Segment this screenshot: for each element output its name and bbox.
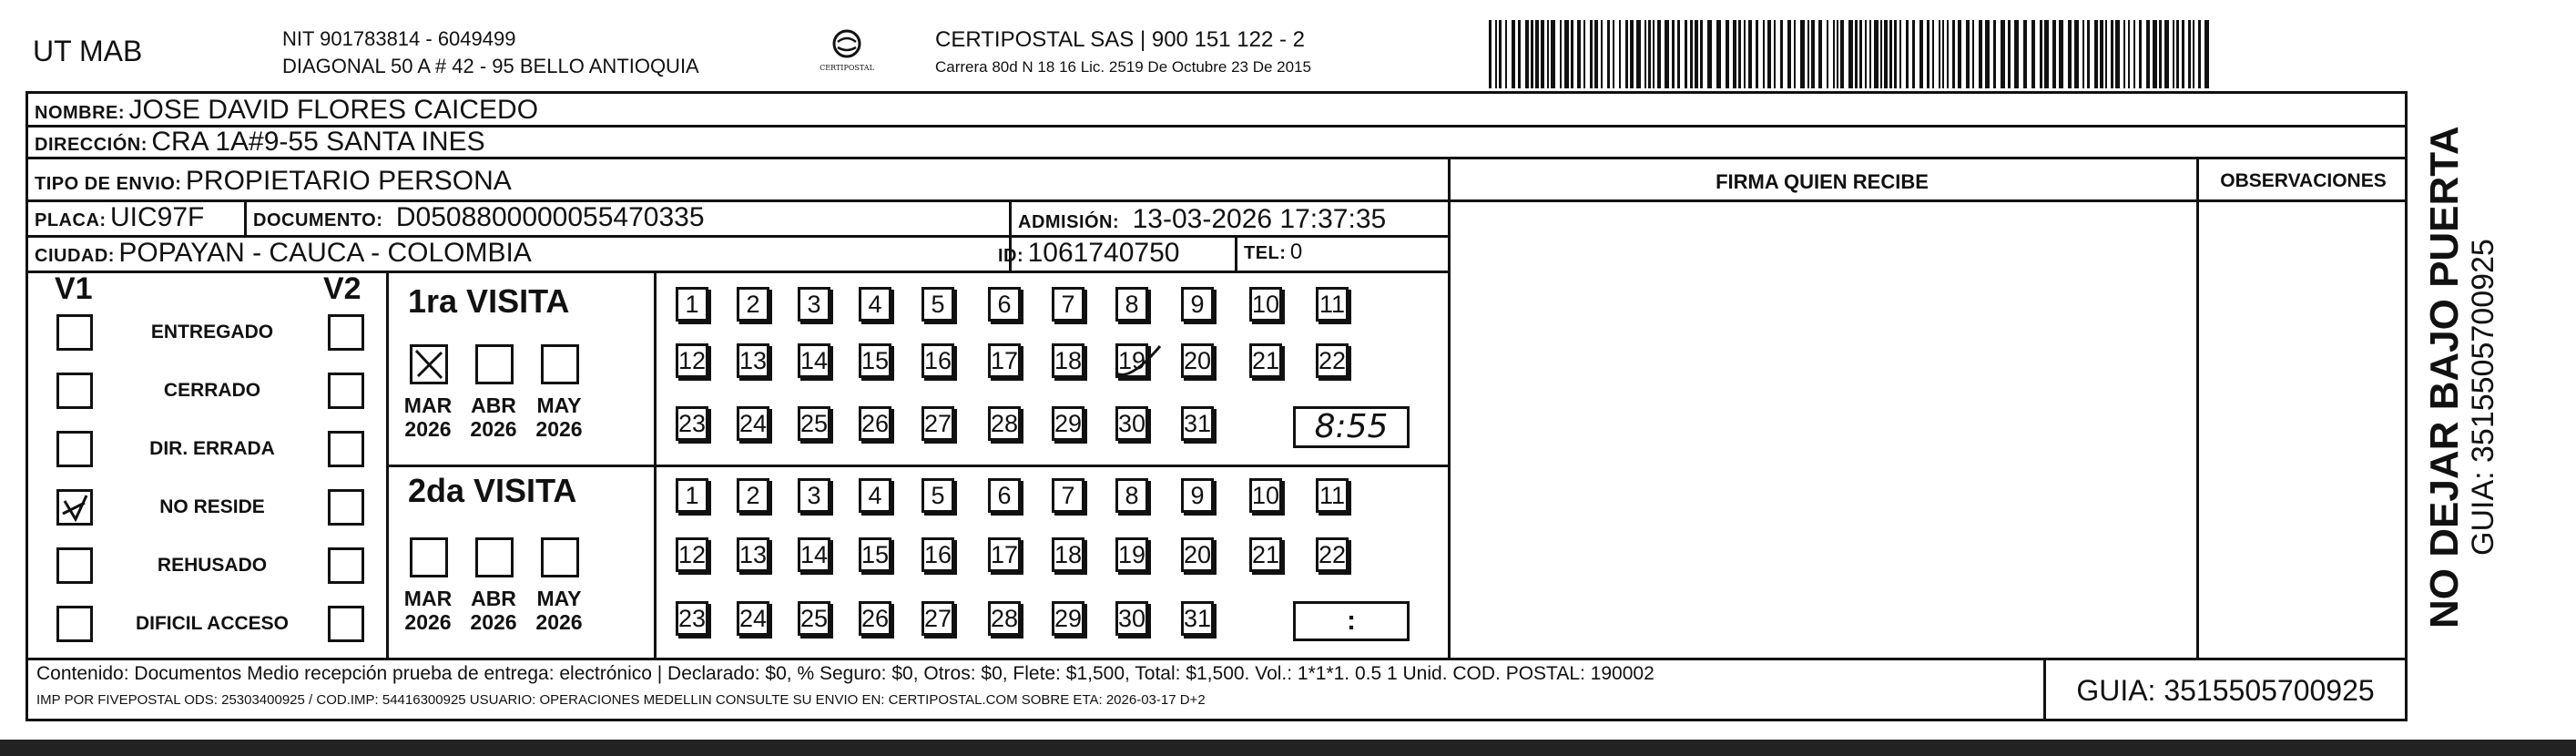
nombre-label: NOMBRE:: [35, 103, 126, 123]
col-divider: [1235, 238, 1237, 271]
v2-checkbox[interactable]: [328, 314, 364, 351]
barcode-bar: [1541, 20, 1544, 88]
company-name: UT MAB: [33, 35, 143, 67]
day-box[interactable]: 26: [859, 601, 891, 636]
barcode-bar: [1855, 20, 1858, 88]
barcode-bar: [2133, 20, 2135, 88]
day-box[interactable]: 17: [988, 537, 1021, 572]
visit-month-label: [466, 393, 521, 441]
barcode-bar: [1564, 20, 1569, 88]
barcode-bar: [1800, 20, 1805, 88]
day-box[interactable]: 14: [798, 537, 830, 572]
day-box[interactable]: 2: [737, 287, 769, 322]
day-box[interactable]: 27: [921, 406, 954, 441]
barcode-bar: [1636, 20, 1641, 88]
day-box[interactable]: 1: [676, 478, 708, 513]
status-reason-label: CERRADO: [163, 380, 261, 401]
x-mark-icon: [412, 347, 445, 382]
barcode-bar: [1767, 20, 1771, 88]
barcode-bar: [1884, 20, 1888, 88]
direccion-row: [35, 127, 485, 158]
barcode: [1489, 20, 2217, 88]
day-box[interactable]: 12: [676, 537, 708, 572]
barcode-bar: [2094, 20, 2098, 88]
barcode-bar: [1607, 20, 1610, 88]
month-name: ABR: [471, 393, 516, 417]
logo-text: CERTIPOSTAL: [820, 64, 874, 72]
barcode-bar: [1695, 20, 1698, 88]
barcode-bar: [1774, 20, 1776, 88]
day-box[interactable]: 11: [1316, 478, 1349, 513]
status-reason-label: NO RESIDE: [159, 496, 265, 517]
day-box[interactable]: 3: [798, 478, 830, 513]
day-box[interactable]: 19: [1115, 343, 1148, 378]
v2-checkbox[interactable]: [328, 373, 364, 409]
barcode-bar: [1787, 20, 1791, 88]
barcode-bar: [1495, 20, 1497, 88]
status-reason-label: DIFICIL ACCESO: [135, 613, 289, 634]
month-year: 2026: [404, 610, 452, 634]
barcode-bar: [1733, 20, 1736, 88]
visit-month-label: [401, 587, 455, 634]
day-box[interactable]: 23: [676, 406, 708, 441]
barcode-bar: [1571, 20, 1573, 88]
barcode-bar: [2074, 20, 2079, 88]
status-reason-label: REHUSADO: [157, 555, 268, 576]
visit-1-time-box[interactable]: [1293, 406, 1410, 448]
barcode-bar: [1525, 20, 1529, 88]
barcode-bar: [1625, 20, 1628, 88]
barcode-bar: [1811, 20, 1815, 88]
barcode-bar: [2115, 20, 2120, 88]
barcode-bar: [1613, 20, 1614, 88]
tel-label: TEL:: [1244, 243, 1287, 263]
v1-checkbox[interactable]: [56, 547, 93, 584]
barcode-bar: [1947, 20, 1949, 88]
barcode-bar: [1512, 20, 1515, 88]
admision-label: ADMISIÓN:: [1018, 212, 1120, 232]
documento-cell: [253, 202, 705, 233]
v2-checkbox[interactable]: [328, 489, 364, 526]
day-box[interactable]: 3: [798, 287, 830, 322]
barcode-bar: [2188, 20, 2191, 88]
day-box[interactable]: 31: [1181, 601, 1214, 636]
day-box[interactable]: 31: [1181, 406, 1214, 441]
direccion-label: DIRECCIÓN:: [35, 135, 148, 155]
barcode-bar: [2052, 20, 2056, 88]
day-box[interactable]: 13: [737, 343, 769, 378]
day-box[interactable]: 16: [921, 343, 954, 378]
firma-left-border: [1448, 157, 1451, 658]
barcode-bar: [2123, 20, 2125, 88]
v2-label: V2: [323, 271, 361, 306]
row-divider: [25, 271, 1451, 273]
barcode-bar: [1942, 20, 1944, 88]
barcode-bar: [1677, 20, 1680, 88]
barcode-bar: [1869, 20, 1871, 88]
barcode-bar: [1748, 20, 1752, 88]
barcode-bar: [2193, 20, 2194, 88]
barcode-bar: [1763, 20, 1765, 88]
day-box[interactable]: 20: [1181, 537, 1214, 572]
placa-value: UIC97F: [110, 202, 205, 232]
day-box[interactable]: 23: [676, 601, 708, 636]
barcode-bar: [1707, 20, 1712, 88]
barcode-bar: [1594, 20, 1598, 88]
barcode-bar: [1518, 20, 1521, 88]
barcode-bar: [1657, 20, 1661, 88]
barcode-bar: [2059, 20, 2063, 88]
visit-month-label: [466, 587, 521, 634]
certipostal-title: CERTIPOSTAL SAS | 900 151 122 - 2: [935, 27, 1305, 52]
day-box[interactable]: 27: [921, 601, 954, 636]
barcode-bar: [1716, 20, 1721, 88]
barcode-bar: [1874, 20, 1879, 88]
barcode-bar: [2100, 20, 2103, 88]
barcode-bar: [1644, 20, 1646, 88]
barcode-bar: [1583, 20, 1585, 88]
day-box[interactable]: 7: [1052, 287, 1084, 322]
v2-checkbox[interactable]: [328, 547, 364, 584]
barcode-bar: [1726, 20, 1729, 88]
day-box[interactable]: 4: [859, 287, 891, 322]
visit-2-time: :: [1347, 606, 1356, 636]
barcode-bar: [2139, 20, 2142, 88]
day-box[interactable]: 2: [737, 478, 769, 513]
barcode-bar: [1807, 20, 1809, 88]
visit-1-time: 8:55: [1314, 408, 1389, 445]
barcode-bar: [2164, 20, 2169, 88]
barcode-bar: [1880, 20, 1882, 88]
barcode-bar: [1744, 20, 1746, 88]
placa-cell: [35, 202, 204, 233]
barcode-bar: [1859, 20, 1862, 88]
barcode-bar: [1619, 20, 1621, 88]
barcode-bar: [2173, 20, 2174, 88]
barcode-bar: [1966, 20, 1970, 88]
visit-2-time-box[interactable]: [1293, 601, 1410, 641]
barcode-bar: [1756, 20, 1758, 88]
barcode-bar: [1848, 20, 1853, 88]
month-name: MAY: [536, 587, 582, 610]
v1-checkbox[interactable]: [56, 314, 93, 351]
barcode-bar: [1958, 20, 1961, 88]
visit-month-label: [401, 393, 455, 441]
day-box[interactable]: 6: [988, 287, 1021, 322]
day-box[interactable]: 1: [676, 287, 708, 322]
barcode-bar: [2204, 20, 2209, 88]
day-box[interactable]: 12: [676, 343, 708, 378]
barcode-bar: [1979, 20, 1982, 88]
barcode-bar: [2182, 20, 2184, 88]
day-box[interactable]: 24: [737, 406, 769, 441]
day-box[interactable]: 10: [1249, 287, 1282, 322]
barcode-bar: [2176, 20, 2179, 88]
day-box[interactable]: 25: [798, 601, 830, 636]
barcode-bar: [1912, 20, 1915, 88]
barcode-bar: [1927, 20, 1929, 88]
barcode-bar: [1818, 20, 1822, 88]
footer-guia: GUIA: 3515505700925: [2076, 674, 2375, 707]
footer-imp: IMP POR FIVEPOSTAL ODS: 25303400925 / COD.IMP: 54416300925 USUARIO: OPERACIONES MEDELLIN CONSULTE SU ENVIO EN: CERTIPOSTAL.COM SOBRE ETA: 2026-03-17 D+2: [36, 692, 1206, 708]
barcode-bar: [2082, 20, 2084, 88]
barcode-bar: [1551, 20, 1555, 88]
id-value: 1061740750: [1027, 238, 1180, 268]
barcode-bar: [1560, 20, 1562, 88]
barcode-bar: [1653, 20, 1655, 88]
day-box[interactable]: 9: [1181, 287, 1214, 322]
barcode-bar: [1601, 20, 1603, 88]
barcode-bar: [1932, 20, 1934, 88]
company-address: DIAGONAL 50 A # 42 - 95 BELLO ANTIOQUIA: [282, 55, 699, 77]
v1-checkbox[interactable]: [56, 606, 93, 642]
barcode-bar: [2008, 20, 2011, 88]
day-box[interactable]: 9: [1181, 478, 1214, 513]
day-box[interactable]: 15: [859, 343, 891, 378]
barcode-bar: [2023, 20, 2027, 88]
barcode-bar: [2111, 20, 2113, 88]
row-divider: [25, 199, 1451, 202]
barcode-bar: [1505, 20, 1507, 88]
certipostal-license: Carrera 80d N 18 16 Lic. 2519 De Octubre 23 De 2015: [935, 58, 1311, 76]
barcode-bar: [1919, 20, 1923, 88]
barcode-bar: [2087, 20, 2090, 88]
month-name: MAR: [403, 587, 453, 610]
direccion-value: CRA 1A#9-55 SANTA INES: [151, 127, 485, 157]
documento-value: D0508800000055470335: [395, 202, 705, 232]
visit-month-label: [532, 587, 586, 634]
barcode-bar: [1865, 20, 1867, 88]
day-box[interactable]: 6: [988, 478, 1021, 513]
barcode-bar: [1833, 20, 1835, 88]
day-box[interactable]: 19: [1115, 537, 1148, 572]
month-year: 2026: [404, 417, 452, 441]
barcode-bar: [2198, 20, 2201, 88]
barcode-bar: [1738, 20, 1741, 88]
day-box[interactable]: 10: [1249, 478, 1282, 513]
barcode-bar: [1780, 20, 1783, 88]
ciudad-cell: [35, 238, 532, 269]
id-label: ID:: [998, 246, 1024, 266]
barcode-bar: [2001, 20, 2005, 88]
scan-edge: [0, 740, 2576, 756]
barcode-bar: [2040, 20, 2042, 88]
barcode-bar: [1939, 20, 1940, 88]
barcode-bar: [1535, 20, 1539, 88]
visit-month-checkbox[interactable]: [541, 344, 579, 384]
day-box[interactable]: 30: [1115, 406, 1148, 441]
admision-value: 13-03-2026 17:37:35: [1132, 204, 1387, 234]
month-year: 2026: [535, 610, 583, 634]
day-box[interactable]: 17: [988, 343, 1021, 378]
day-box[interactable]: 13: [737, 537, 769, 572]
tipo-value: PROPIETARIO PERSONA: [185, 166, 512, 196]
visit-month-label: [532, 393, 586, 441]
barcode-bar: [1630, 20, 1634, 88]
day-box[interactable]: 8: [1115, 478, 1148, 513]
barcode-bar: [1906, 20, 1909, 88]
day-box[interactable]: 29: [1052, 601, 1084, 636]
side-no-dejar: NO DEJAR BAJO PUERTA: [2422, 126, 2467, 628]
barcode-bar: [1840, 20, 1844, 88]
barcode-bar: [1985, 20, 1990, 88]
day-box[interactable]: 29: [1052, 406, 1084, 441]
month-year: 2026: [535, 417, 583, 441]
visit-row-divider: [386, 465, 1451, 467]
day-box[interactable]: 11: [1316, 287, 1349, 322]
barcode-bar: [2031, 20, 2035, 88]
day-box[interactable]: 5: [921, 478, 954, 513]
day-box[interactable]: 20: [1181, 343, 1214, 378]
tel-value: 0: [1289, 240, 1303, 264]
certipostal-logo: [815, 26, 879, 80]
nombre-row: [35, 95, 538, 126]
right-header-divider: [1448, 199, 2408, 202]
barcode-bar: [2014, 20, 2019, 88]
placa-label: PLACA:: [35, 210, 107, 230]
tipo-row: [35, 166, 512, 197]
v2-checkbox[interactable]: [328, 431, 364, 467]
visit-2-title: 2da VISITA: [408, 472, 577, 509]
month-name: MAR: [403, 393, 453, 417]
day-box[interactable]: 21: [1249, 537, 1282, 572]
v2-checkbox[interactable]: [328, 606, 364, 642]
month-name: MAY: [536, 393, 582, 417]
day-box[interactable]: 8: [1115, 287, 1148, 322]
barcode-bar: [1794, 20, 1796, 88]
ciudad-label: CIUDAD:: [35, 246, 115, 266]
barcode-bar: [2044, 20, 2049, 88]
barcode-bar: [1899, 20, 1901, 88]
day-box[interactable]: 5: [921, 287, 954, 322]
day-box[interactable]: 7: [1052, 478, 1084, 513]
barcode-bar: [1648, 20, 1651, 88]
admision-cell: [1018, 204, 1386, 235]
barcode-bar: [1889, 20, 1892, 88]
visit-month-checkbox[interactable]: [475, 537, 514, 577]
barcode-bar: [1993, 20, 1996, 88]
barcode-bar: [2146, 20, 2150, 88]
visit-month-checkbox[interactable]: [410, 344, 448, 384]
day-box[interactable]: 28: [988, 406, 1021, 441]
barcode-bar: [2128, 20, 2130, 88]
barcode-bar: [1690, 20, 1693, 88]
day-box[interactable]: 14: [798, 343, 830, 378]
barcode-bar: [1685, 20, 1687, 88]
tipo-label: TIPO DE ENVIO:: [35, 174, 182, 194]
day-box[interactable]: 30: [1115, 601, 1148, 636]
day-box[interactable]: 22: [1316, 537, 1349, 572]
visit-month-checkbox[interactable]: [475, 344, 514, 384]
visit-month-checkbox[interactable]: [410, 537, 448, 577]
col-divider: [244, 202, 247, 235]
id-cell: [998, 238, 1179, 269]
barcode-bar: [1837, 20, 1838, 88]
day-box[interactable]: 21: [1249, 343, 1282, 378]
side-guia: GUIA: 3515505700925: [2466, 239, 2500, 556]
strike-mark-icon: [1113, 341, 1167, 386]
status-reason-label: ENTREGADO: [150, 322, 274, 342]
barcode-bar: [1700, 20, 1703, 88]
barcode-bar: [1590, 20, 1593, 88]
nombre-value: JOSE DAVID FLORES CAICEDO: [128, 95, 539, 125]
visit-month-checkbox[interactable]: [541, 537, 579, 577]
day-box[interactable]: 24: [737, 601, 769, 636]
barcode-bar: [2105, 20, 2107, 88]
day-box[interactable]: 28: [988, 601, 1021, 636]
documento-label: DOCUMENTO:: [253, 210, 383, 230]
v1-checkbox[interactable]: [56, 431, 93, 467]
day-box[interactable]: 26: [859, 406, 891, 441]
day-box[interactable]: 16: [921, 537, 954, 572]
tel-cell: [1244, 240, 1302, 265]
barcode-bar: [2153, 20, 2157, 88]
month-year: 2026: [470, 417, 517, 441]
day-box[interactable]: 4: [859, 478, 891, 513]
barcode-bar: [1952, 20, 1955, 88]
day-box[interactable]: 18: [1052, 537, 1084, 572]
ciudad-value: POPAYAN - CAUCA - COLOMBIA: [118, 238, 532, 268]
barcode-bar: [1672, 20, 1675, 88]
barcode-bar: [1531, 20, 1533, 88]
visit-1-title: 1ra VISITA: [408, 282, 570, 320]
month-name: ABR: [471, 587, 516, 610]
barcode-bar: [1547, 20, 1549, 88]
v1-checkbox[interactable]: [56, 373, 93, 409]
month-year: 2026: [470, 610, 517, 634]
check-mark-icon: [59, 492, 90, 523]
day-box[interactable]: 15: [859, 537, 891, 572]
footer-contenido: Contenido: Documentos Medio recepción prueba de entrega: electrónico | Declarado: $0, % Seguro: $0, Otros: $0, Flete: $1,500, Total: $1,500. Vol.: 1*1*1. 0.5 1 Unid. COD. POSTAL: 190002: [36, 663, 1655, 684]
firma-header: FIRMA QUIEN RECIBE: [1716, 170, 1929, 193]
barcode-bar: [1577, 20, 1581, 88]
v1-label: V1: [55, 271, 93, 306]
observaciones-header: OBSERVACIONES: [2220, 170, 2387, 191]
barcode-bar: [1827, 20, 1828, 88]
status-reason-label: DIR. ERRADA: [149, 438, 275, 459]
certipostal-logo-icon: [815, 26, 879, 80]
day-box[interactable]: 18: [1052, 343, 1084, 378]
barcode-bar: [1894, 20, 1897, 88]
v1-checkbox[interactable]: [56, 489, 93, 526]
barcode-bar: [1489, 20, 1492, 88]
day-box[interactable]: 25: [798, 406, 830, 441]
barcode-bar: [1665, 20, 1669, 88]
footer-divider: [25, 658, 2408, 660]
barcode-bar: [2068, 20, 2072, 88]
company-nit: NIT 901783814 - 6049499: [282, 27, 516, 50]
day-box[interactable]: 22: [1316, 343, 1349, 378]
barcode-bar: [1499, 20, 1502, 88]
obs-left-border: [2196, 157, 2199, 658]
barcode-bar: [2159, 20, 2162, 88]
barcode-bar: [1972, 20, 1974, 88]
